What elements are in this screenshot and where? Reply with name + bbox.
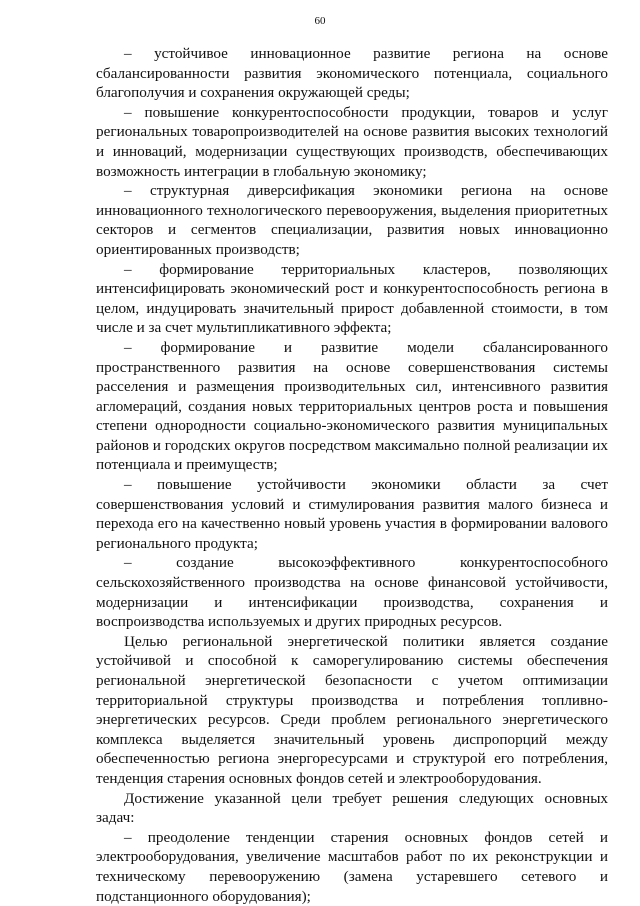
list-item-diversification: – структурная диверсификация экономики региона на основе инновационного технологического перевооружения, выделения приоритетных секторов и сегментов специализации, развития новых инновационно ориентированных производств; xyxy=(96,182,608,258)
list-item-clusters: – формирование территориальных кластеров, позволяющих интенсифицировать экономический рост и конкурентоспособность региона в целом, индуцировать значительный прирост добавленной стоимости, в том числе и за счет мультипликативного эффекта; xyxy=(96,260,608,337)
list-item-equipment-aging: – преодоление тенденции старения основных фондов сетей и электрооборудования, увеличение масштабов работ по их реконструкции и техническому перевооружению (замена устаревшего сетевого и подстанционного оборудования); xyxy=(96,828,608,905)
list-item-small-business: – повышение устойчивости экономики области за счет совершенствования условий и стимулирования развития малого бизнеса и перехода его на качественно новый уровень участия в формировании валового регионального продукта; xyxy=(96,476,608,552)
paragraph-energy-policy: Целью региональной энергетической политики является создание устойчивой и способной к саморегулированию системы обеспечения региональной энергетической безопасности с учетом оптимизации территориальной структуры производства и потребления топливно-энергетических ресурсов. Среди проблем регионального энергетического комплекса выделяется значительный уровень диспропорций между обеспеченностью региона энергоресурсами и структурой его потребления, тенденция старения основных фондов сетей и электрооборудования. xyxy=(96,632,608,787)
page-number: 60 xyxy=(314,15,326,27)
list-item-competitiveness: – повышение конкурентоспособности продукции, товаров и услуг региональных товаропроизводителей на основе развития высоких технологий и инноваций, модернизации существующих производств, обеспечивающих возможность интеграции в глобальную экономику; xyxy=(96,103,608,180)
document-body xyxy=(96,44,608,906)
list-item-agriculture: – создание высокоэффективного конкурентоспособного сельскохозяйственного производства на основе финансовой устойчивости, модернизации и интенсификации производства, сохранения и воспроизводства используемых и других природных ресурсов. xyxy=(96,554,608,631)
list-item-sustainable-development: – устойчивое инновационное развитие региона на основе сбалансированности развития экономического потенциала, социального благополучия и сохранения окружающей среды; xyxy=(96,45,608,102)
paragraph-tasks-intro: Достижение указанной цели требует решения следующих основных задач: xyxy=(96,789,608,827)
list-item-spatial-development: – формирование и развитие модели сбалансированного пространственного развития на основе совершенствования системы расселения и размещения производительных сил, интенсивного развития агломераций, создания новых территориальных центров роста и повышения степени однородности социально-экономического развития муниципальных районов и городских округов посредством максимально полной реализации их потенциала и преимуществ; xyxy=(96,338,608,474)
